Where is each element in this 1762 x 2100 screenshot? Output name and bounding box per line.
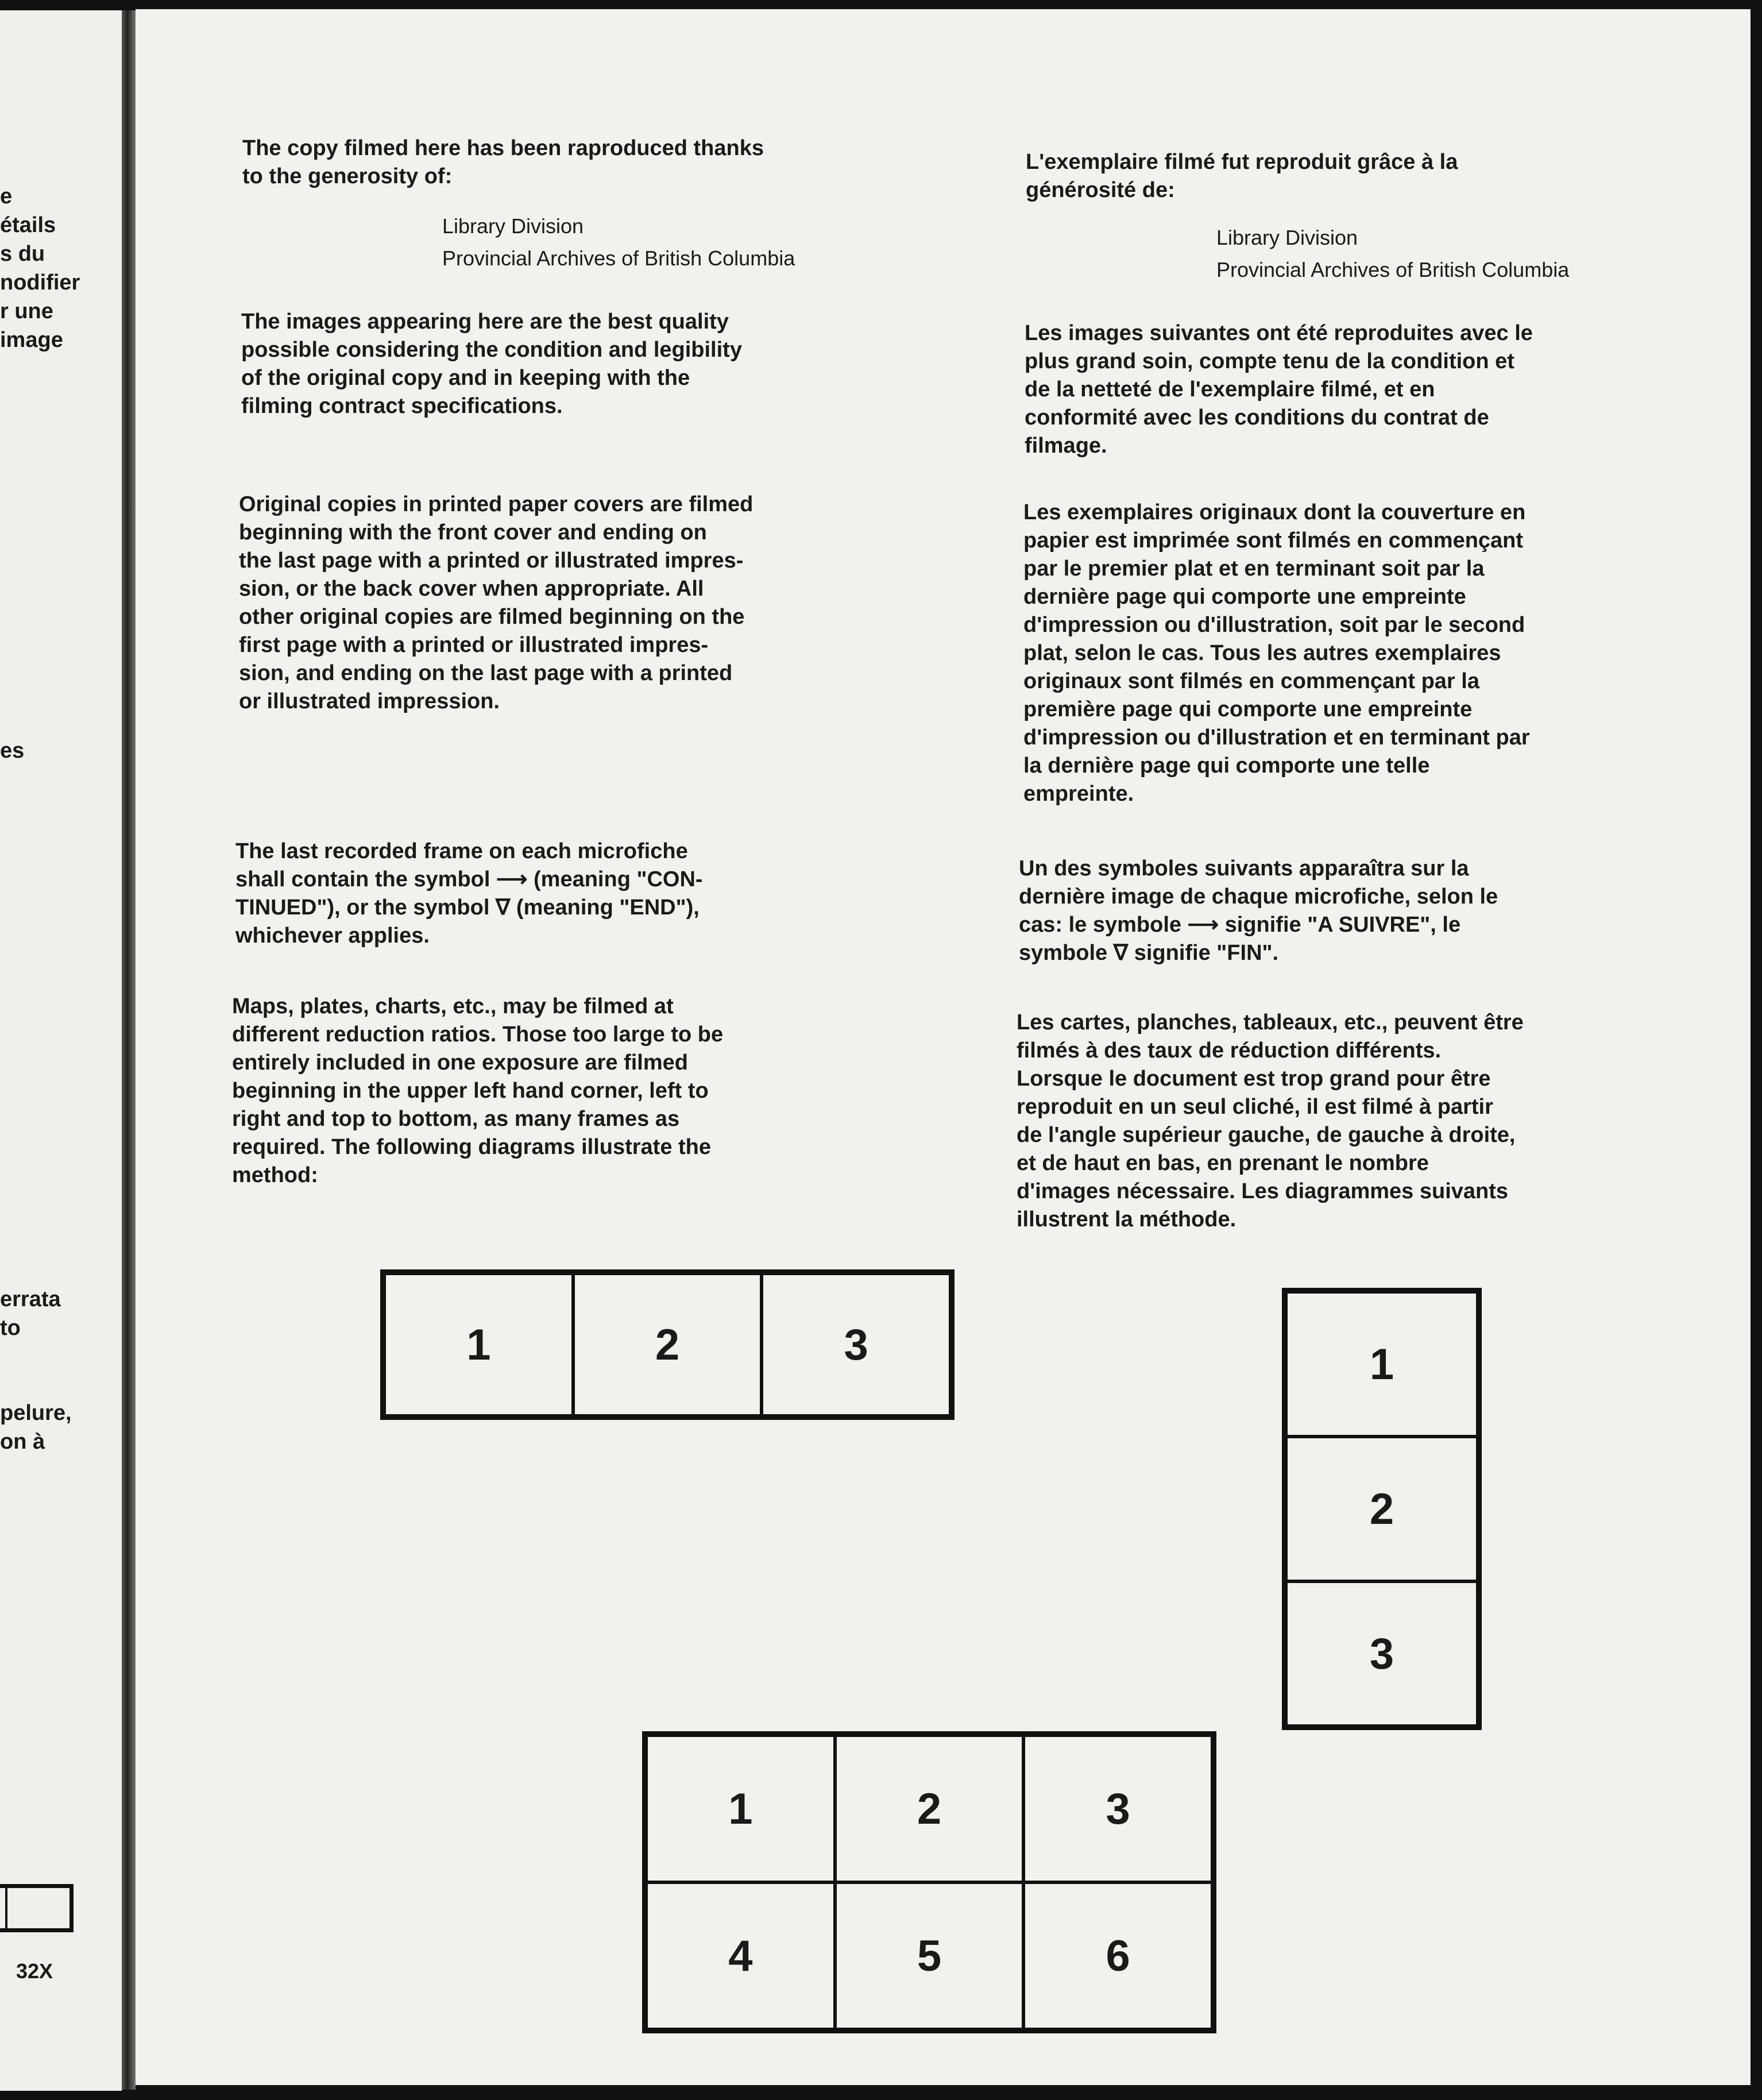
fr-maps: Les cartes, planches, tableaux, etc., peuvent être filmés à des taux de réduction différents. Lorsque le document est trop grand pour être reproduit en un seul cliché, il est filmé à partir de l'angle supérieur gauche, de gauche à droite, et de haut en bas, en prenant le nombre d'images nécessaire. Les diagrammes suivants illustrent la méthode. — [1017, 1010, 1524, 1232]
frame-cell: 1 — [384, 1273, 573, 1416]
frame-cell: 3 — [1023, 1735, 1212, 1882]
frame-cell: 6 — [1023, 1882, 1212, 2029]
diagram-vertical — [1282, 1288, 1482, 1730]
frame-cell: 2 — [835, 1735, 1024, 1882]
en-symbols: The last recorded frame on each microfiche shall contain the symbol ⟶ (meaning "CON- TINUED"), or the symbol ∇ (meaning "END"), whichever applies. — [235, 839, 703, 948]
strip-fragment: s du — [0, 242, 45, 266]
strip-fragment: image — [0, 328, 63, 352]
fr-thanks: L'exemplaire filmé fut reproduit grâce à la générosité de: — [1026, 150, 1458, 202]
frame-cell: 3 — [762, 1273, 950, 1416]
en-covers: Original copies in printed paper covers are filmed beginning with the front cover and ending on the last page with a printed or illustrated impres- sion, or the back cover when appropriate. All other original copies are filmed beginning on the first page with a printed or illustrated impres- sion, and ending on the last page with a printed or illustrated impression. — [239, 492, 754, 713]
diagram-grid — [642, 1731, 1216, 2033]
frame-cell: 5 — [835, 1882, 1024, 2029]
frame-cell: 2 — [1286, 1437, 1478, 1581]
strip-fragment: on à — [0, 1430, 45, 1454]
en-quality: The images appearing here are the best quality possible considering the condition and legibility of the original copy and in keeping with the filming contract specifications. — [241, 310, 742, 418]
fr-symbols: Un des symboles suivants apparaîtra sur la dernière image de chaque microfiche, selon le cas: le symbole ⟶ signifie "A SUIVRE", le symbole ∇ signifie "FIN". — [1019, 856, 1498, 965]
strip-box-label: 32X — [16, 1959, 53, 1983]
strip-fragment: es — [0, 739, 25, 763]
fr-covers: Les exemplaires originaux dont la couverture en papier est imprimée sont filmés en commençant par le premier plat et en terminant soit par la dernière page qui comporte une empreinte d'impression ou d'illustration, soit par le second plat, selon le cas. Tous les autres exemplaires originaux sont filmés en commençant par la première page qui comporte une empreinte d'impression ou d'illustration et en terminant par la dernière page qui comporte une telle empreinte. — [1023, 500, 1530, 806]
frame-cell: 3 — [1286, 1581, 1478, 1726]
strip-fragment: errata — [0, 1287, 61, 1311]
en-maps: Maps, plates, charts, etc., may be filmed at different reduction ratios. Those too large to be entirely included in one exposure are filmed beginning in the upper left hand corner, left to right and top to bottom, as many frames as required. The following diagrams illustrate the method: — [232, 994, 724, 1187]
page-sheet — [136, 9, 1751, 2085]
strip-box — [0, 1884, 74, 1932]
strip-fragment: r une — [0, 299, 53, 323]
strip-fragment: nodifier — [0, 271, 80, 295]
fr-quality: Les images suivantes ont été reproduites avec le plus grand soin, compte tenu de la condition et de la netteté de l'exemplaire filmé, et en conformité avec les conditions du contrat de filmage. — [1025, 321, 1533, 458]
diagram-horizontal — [380, 1269, 955, 1420]
strip-fragment: pelure, — [0, 1401, 72, 1425]
en-credit: Library Division Provincial Archives of British Columbia — [442, 214, 795, 270]
fr-credit: Library Division Provincial Archives of British Columbia — [1216, 226, 1570, 281]
frame-cell: 1 — [646, 1735, 835, 1882]
strip-fragment: to — [0, 1316, 21, 1340]
frame-cell: 4 — [646, 1882, 835, 2029]
page-gutter — [122, 10, 136, 2090]
frame-cell: 2 — [573, 1273, 762, 1416]
frame-cell: 1 — [1286, 1292, 1478, 1437]
previous-page-strip — [0, 10, 122, 2091]
en-thanks: The copy filmed here has been raproduced thanks to the generosity of: — [242, 136, 764, 188]
strip-fragment: e — [0, 184, 13, 209]
strip-fragment: étails — [0, 213, 56, 237]
